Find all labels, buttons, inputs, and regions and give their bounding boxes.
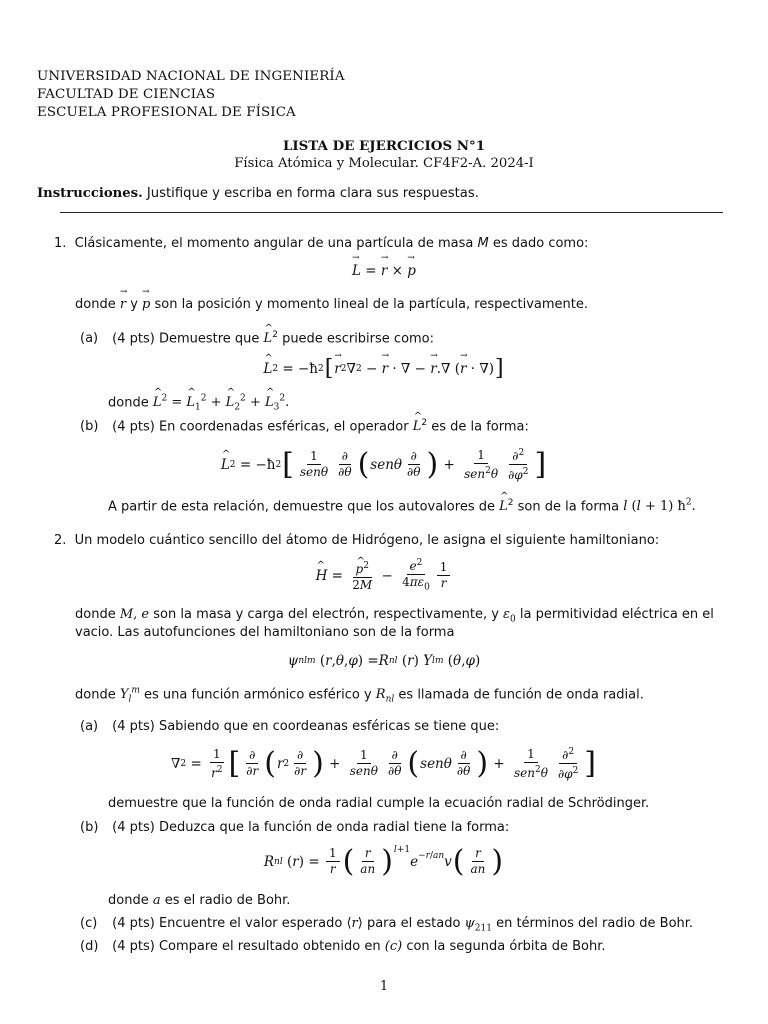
page-number: 1 — [379, 979, 389, 994]
word-donde-2: donde — [75, 607, 116, 622]
l-squared-components: donde ^ $L^2$ = ^ $L_1^2$ + ^ $L_2^2$ + ^ $L_3^2$. — [108, 394, 289, 413]
problem-2-intro — [54, 533, 659, 548]
l-squared-operator-equation: ^ L 2 = −ħ 2 [ → r 2 ∇ 2 − → r · ∇ − → r .∇ ( → r · ∇) ] — [0, 358, 768, 380]
problem-2-text: Un modelo cuántico sencillo del átomo de Hidrógeno, le asigna el siguiente hamiltoniano: — [74, 533, 660, 548]
part-2c-tag: (c) — [80, 916, 98, 931]
problem-2-para3: donde $Y_l^m$ es una función armónico esférico y $R_{nl}$ es llamada de función de onda radial. — [75, 686, 644, 705]
school-name: ESCUELA PROFESIONAL DE FÍSICA — [37, 105, 296, 120]
para1-text-end: la permitividad eléctrica en el — [519, 607, 714, 622]
part-2a-tag: (a) — [80, 719, 99, 734]
problem-1-text: Clásicamente, el momento angular de una partícula de masa — [74, 236, 474, 251]
problem-2a — [80, 719, 499, 734]
problem-2b — [80, 820, 509, 835]
instructions-label: Instrucciones. — [37, 186, 143, 201]
word-donde-2b: donde — [108, 893, 149, 908]
part-2c-text: (4 pts) Encuentre el valor esperado — [112, 916, 343, 931]
part-2c-text-end: en términos del radio de Bohr. — [496, 916, 694, 931]
radial-wavefunction-equation: R nl ( r ) = $\frac{1}{r}$ ( $\frac{r}{an}$ ) $^{l +1}$ e $^{-r /an}$ v ( $\frac{r}{an}$ ) — [263, 843, 504, 879]
word-donde-1a: donde — [108, 395, 149, 411]
faculty-name: FACULTAD DE CIENCIAS — [37, 87, 216, 102]
para1-text: son la masa y carga del electrón, respectivamente, y — [153, 607, 499, 622]
word-y: y — [130, 297, 138, 312]
problem-2-number: 2. — [54, 533, 67, 548]
mass-variable: M — [477, 236, 489, 251]
part-1a-text: (4 pts) Demuestre que — [112, 331, 260, 347]
instructions — [37, 186, 479, 201]
part-1b-text: (4 pts) En coordenadas esféricas, el operador — [112, 419, 409, 435]
part-1a-tag: (a) — [80, 331, 99, 347]
problem-2-para2: vacio. Las autofunciones del hamiltoniano son de la forma — [75, 625, 455, 640]
problem-1-intro — [54, 236, 588, 251]
part-2d-text: (4 pts) Compare el resultado obtenido en — [112, 939, 381, 954]
part-2b-text: (4 pts) Deduzca que la función de onda radial tiene la forma: — [112, 820, 510, 835]
part-2d-tag: (d) — [80, 939, 99, 954]
problem-1b: (b) (4 pts) En coordenadas esféricas, el operador ^ $L^2$ es de la forma: — [80, 418, 529, 434]
definition-text: son la posición y momento lineal de la partícula, respectivamente. — [154, 297, 589, 312]
part-2d-text-end: con la segunda órbita de Bohr. — [406, 939, 606, 954]
part-1b-text-end: es de la forma: — [431, 419, 529, 435]
angular-momentum-equation: → L = → r × → p — [0, 263, 768, 279]
part-1b-tag: (b) — [80, 419, 99, 435]
problem-1-text-end: es dado como: — [492, 236, 589, 251]
eigenfunction-equation: ψ nlm ( r , θ , φ ) = R nl ( r ) Y l m ( θ , φ ) — [287, 653, 481, 669]
problem-1-definition: donde → r y → p son la posición y momento lineal de la partícula, respectivamente. — [75, 297, 588, 312]
problem-2-para1: donde M, e son la masa y carga del electrón, respectivamente, y $\varepsilon_0$ la permitividad eléctrica en el — [75, 607, 714, 625]
problem-2b-after: donde a es el radio de Bohr. — [108, 893, 291, 908]
part-2d-ref: (c) — [384, 939, 403, 954]
spherical-l-squared-equation: ^ L 2 = −ħ 2 [ $\frac{1}{\text{senθ}}$ $\frac{\partial}{\partial\theta}$ ( senθ $\frac{\partial}{\partial\theta}$ ) + $\frac{1}{sen^2\theta}$ $\frac{\partial^2}{\partial\varphi^2}$ ] — [0, 446, 768, 483]
problem-2a-after: demuestre que la función de onda radial cumple la ecuación radial de Schrödinger. — [108, 796, 650, 811]
part-2b-tag: (b) — [80, 820, 99, 835]
page-title: LISTA DE EJERCICIOS N°1 — [282, 138, 486, 154]
bohr-radius-text: es el radio de Bohr. — [164, 893, 291, 908]
para3-text: es una función armónico esférico y — [144, 687, 372, 703]
instructions-text: Justifique y escriba en forma clara sus respuestas. — [146, 186, 479, 201]
hamiltonian-equation: ^ H = ^ $\frac{p^2}{2M}$ − $\frac{e^2}{4\pi\varepsilon_0}$ $\frac{1}{r}$ — [0, 556, 768, 595]
conclusion-text-end: son de la forma — [517, 499, 620, 515]
part-2a-text: (4 pts) Sabiendo que en coordeanas esféricas se tiene que: — [112, 719, 500, 734]
part-2c-text-mid: para el estado — [366, 916, 461, 931]
problem-1b-conclusion: A partir de esta relación, demuestre que los autovalores de ^ $L^2$ son de la forma l (l + 1) $ħ^2$. — [108, 498, 696, 514]
university-name: UNIVERSIDAD NACIONAL DE INGENIERÍA — [37, 69, 345, 84]
problem-1-number: 1. — [54, 236, 67, 251]
laplacian-equation: ∇ 2 = $\frac{1}{r^2}$ [ $\frac{\partial}{\partial r}$ ( r 2 $\frac{\partial}{\partial r}$ ) + $\frac{1}{\text{senθ}}$ $\frac{\partial}{\partial\theta}$ ( senθ $\frac{\partial}{\partial\theta}$ ) + $\frac{1}{sen^2\theta}$ $\frac{\partial^2}{\partial\varphi^2}$ ] — [170, 745, 597, 781]
problem-2d — [80, 939, 606, 954]
word-donde: donde — [75, 297, 116, 312]
divider — [60, 212, 723, 213]
problem-2c: (c) (4 pts) Encuentre el valor esperado ⟨r⟩ para el estado $\psi_{211}$ en términos del radio de Bohr. — [80, 916, 694, 934]
para3-text-end: es llamada de función de onda radial. — [398, 687, 644, 703]
course-subtitle: Física Atómica y Molecular. CF4F2-A. 2024-I — [234, 156, 534, 171]
problem-1a: (a) (4 pts) Demuestre que ^ $L^2$ puede escribirse como: — [80, 330, 434, 346]
word-donde-3: donde — [75, 687, 116, 703]
conclusion-text: A partir de esta relación, demuestre que los autovalores de — [108, 499, 495, 515]
part-1a-text-end: puede escribirse como: — [282, 331, 435, 347]
